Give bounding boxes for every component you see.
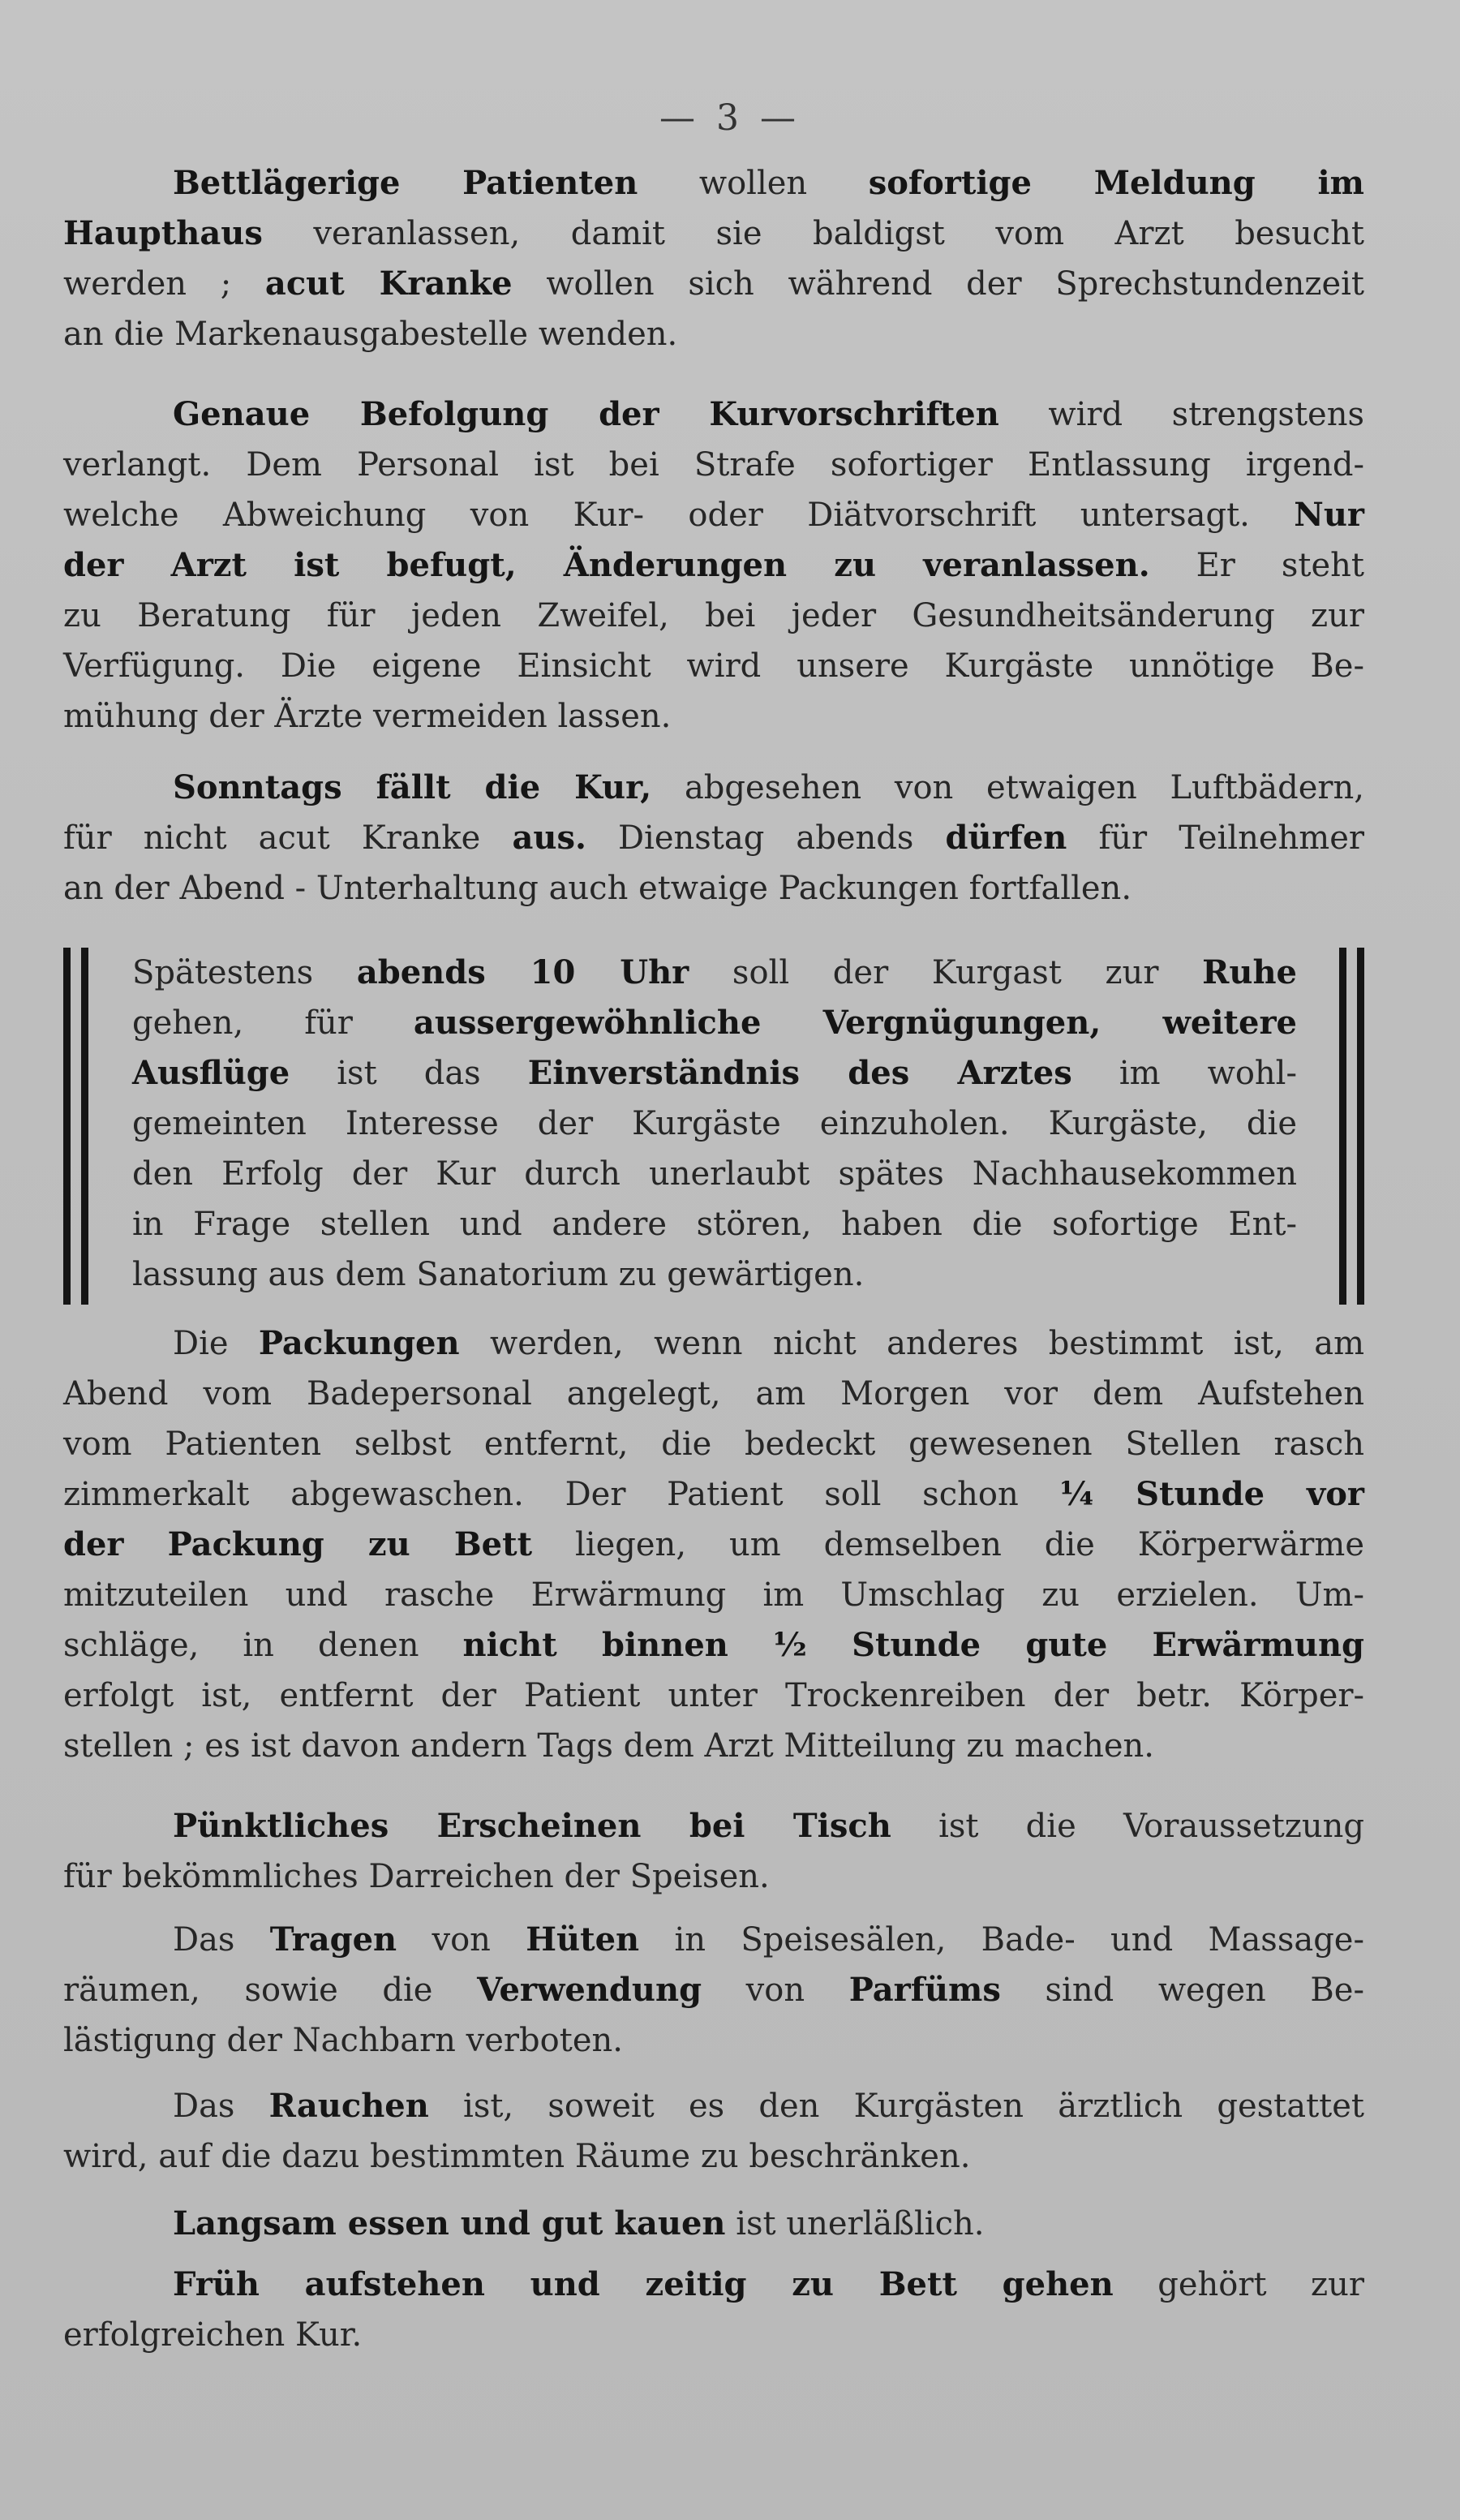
emphasized-text: Langsam essen und gut kauen [173, 2204, 726, 2243]
text-line: Pünktliches Erscheinen bei Tisch ist die Voraussetzung [173, 1807, 1364, 1845]
text-line: Abend vom Badepersonal angelegt, am Morgen vor dem Aufstehen [63, 1375, 1364, 1413]
emphasized-text: Sonntags fällt die Kur, [173, 768, 652, 806]
text-line: mühung der Ärzte vermeiden lassen. [63, 698, 672, 735]
paragraph-hats-perfume [63, 1915, 1364, 2066]
paragraph-curfew [132, 948, 1297, 1300]
paragraph-packings [63, 1318, 1364, 1771]
emphasized-text: Pünktliches Erscheinen bei Tisch [173, 1807, 891, 1845]
text-line: verlangt. Dem Personal ist bei Strafe sofortiger Entlassung irgend- [63, 446, 1364, 484]
text-line: erfolgreichen Kur. [63, 2316, 363, 2354]
text-line: Spätestens abends 10 Uhr soll der Kurgast zur Ruhe [132, 953, 1297, 991]
paragraph-cure-regulations [63, 389, 1364, 742]
frame-bar-left-inner [81, 948, 88, 1305]
text-line: gemeinten Interesse der Kurgäste einzuholen. Kurgäste, die [132, 1105, 1297, 1142]
text-line: Haupthaus veranlassen, damit sie baldigst vom Arzt besucht [63, 214, 1364, 252]
emphasized-text: Genaue Befolgung der Kurvorschriften [173, 395, 999, 433]
text-line: für nicht acut Kranke aus. Dienstag abends dürfen für Teilnehmer [63, 819, 1364, 857]
emphasized-text: Ruhe [1202, 953, 1297, 991]
text-line: der Packung zu Bett liegen, um demselben die Körperwärme [63, 1525, 1364, 1563]
text-line: Verfügung. Die eigene Einsicht wird unsere Kurgäste unnötige Be- [63, 647, 1364, 685]
text-line: an der Abend - Unterhaltung auch etwaige Packungen fortfallen. [63, 870, 1132, 907]
emphasized-text: nicht binnen ½ Stunde gute Erwärmung [462, 1626, 1365, 1664]
text-line: Sonntags fällt die Kur, abgesehen von etwaigen Luftbädern, [173, 768, 1365, 806]
emphasized-text: aus. [512, 819, 586, 857]
emphasized-text: Nur [1294, 496, 1364, 534]
text-line: wird, auf die dazu bestimmten Räume zu beschränken. [63, 2138, 971, 2175]
emphasized-text: Haupthaus [63, 214, 263, 252]
frame-bar-right-outer [1357, 948, 1364, 1305]
text-line: Das Tragen von Hüten in Speisesälen, Bade- und Massage- [173, 1920, 1364, 1959]
text-line: gehen, für aussergewöhnliche Vergnügungen, weitere [132, 1004, 1297, 1042]
text-line: lassung aus dem Sanatorium zu gewärtigen. [132, 1256, 865, 1293]
frame-bar-right-inner [1339, 948, 1346, 1305]
emphasized-text: ¼ Stunde vor [1059, 1475, 1364, 1513]
text-line: stellen ; es ist davon andern Tags dem Arzt Mitteilung zu machen. [63, 1727, 1155, 1765]
emphasized-text: sofortige Meldung im [868, 164, 1364, 202]
emphasized-text: acut Kranke [264, 264, 513, 303]
text-line: werden ; acut Kranke wollen sich während der Sprechstundenzeit [63, 264, 1365, 303]
emphasized-text: Bettlägerige Patienten [173, 164, 638, 202]
text-line: Ausflüge ist das Einverständnis des Arztes im wohl- [132, 1054, 1297, 1092]
emphasized-text: Tragen [269, 1920, 397, 1959]
text-line: an die Markenausgabestelle wenden. [63, 316, 678, 353]
emphasized-text: Früh aufstehen und zeitig zu Bett gehen [173, 2265, 1114, 2303]
emphasized-text: der Packung zu Bett [63, 1525, 533, 1563]
emphasized-text: Hüten [526, 1920, 640, 1959]
emphasized-text: Rauchen [268, 2087, 429, 2125]
text-line: schläge, in denen nicht binnen ½ Stunde gute Erwärmung [63, 1626, 1365, 1664]
emphasized-text: Ausflüge [132, 1054, 290, 1092]
paragraph-bedridden-patients [63, 158, 1364, 359]
text-line: mitzuteilen und rasche Erwärmung im Umschlag zu erzielen. Um- [63, 1576, 1364, 1614]
emphasized-text: abends 10 Uhr [356, 953, 689, 991]
text-line: Früh aufstehen und zeitig zu Bett gehen gehört zur [173, 2265, 1364, 2303]
page-number: — 3 — [659, 97, 801, 139]
emphasized-text: der Arzt ist befugt, Änderungen zu veranlassen. [63, 546, 1150, 584]
emphasized-text: Einverständnis des Arztes [527, 1054, 1072, 1092]
text-line: Das Rauchen ist, soweit es den Kurgästen ärztlich gestattet [173, 2087, 1364, 2125]
boxed-notice [63, 948, 1364, 1305]
emphasized-text: Verwendung [477, 1971, 702, 2009]
paragraph-smoking [63, 2081, 1364, 2182]
emphasized-text: dürfen [945, 819, 1067, 857]
text-line: zimmerkalt abgewaschen. Der Patient soll schon ¼ Stunde vor [63, 1475, 1364, 1513]
paragraph-eating-slowly [63, 2199, 1364, 2249]
text-line: lästigung der Nachbarn verboten. [63, 2022, 623, 2059]
text-line: in Frage stellen und andere stören, haben die sofortige Ent- [132, 1206, 1297, 1243]
paragraph-early-rising [63, 2260, 1364, 2360]
frame-bar-left-outer [63, 948, 71, 1305]
text-line: Bettlägerige Patienten wollen sofortige Meldung im [173, 164, 1364, 202]
text-line: welche Abweichung von Kur- oder Diätvorschrift untersagt. Nur [63, 496, 1364, 534]
paragraph-sunday-rules [63, 763, 1364, 914]
emphasized-text: Packungen [258, 1324, 460, 1362]
text-line: vom Patienten selbst entfernt, die bedeckt gewesenen Stellen rasch [63, 1426, 1364, 1463]
text-line: Genaue Befolgung der Kurvorschriften wird strengstens [173, 395, 1364, 433]
paragraph-punctuality [63, 1801, 1364, 1902]
text-line: Langsam essen und gut kauen ist unerläßlich. [173, 2204, 985, 2243]
text-line: zu Beratung für jeden Zweifel, bei jeder Gesundheitsänderung zur [63, 597, 1364, 634]
text-line: der Arzt ist befugt, Änderungen zu veranlassen. Er steht [63, 546, 1365, 584]
text-line: Die Packungen werden, wenn nicht anderes bestimmt ist, am [173, 1324, 1364, 1362]
text-line: den Erfolg der Kur durch unerlaubt spätes Nachhausekommen [132, 1155, 1297, 1193]
text-line: erfolgt ist, entfernt der Patient unter Trockenreiben der betr. Körper- [63, 1677, 1364, 1714]
emphasized-text: Parfüms [848, 1971, 1001, 2009]
text-line: für bekömmliches Darreichen der Speisen. [63, 1858, 770, 1895]
text-line: räumen, sowie die Verwendung von Parfüms sind wegen Be- [63, 1971, 1364, 2009]
emphasized-text: aussergewöhnliche Vergnügungen, weitere [413, 1004, 1297, 1042]
